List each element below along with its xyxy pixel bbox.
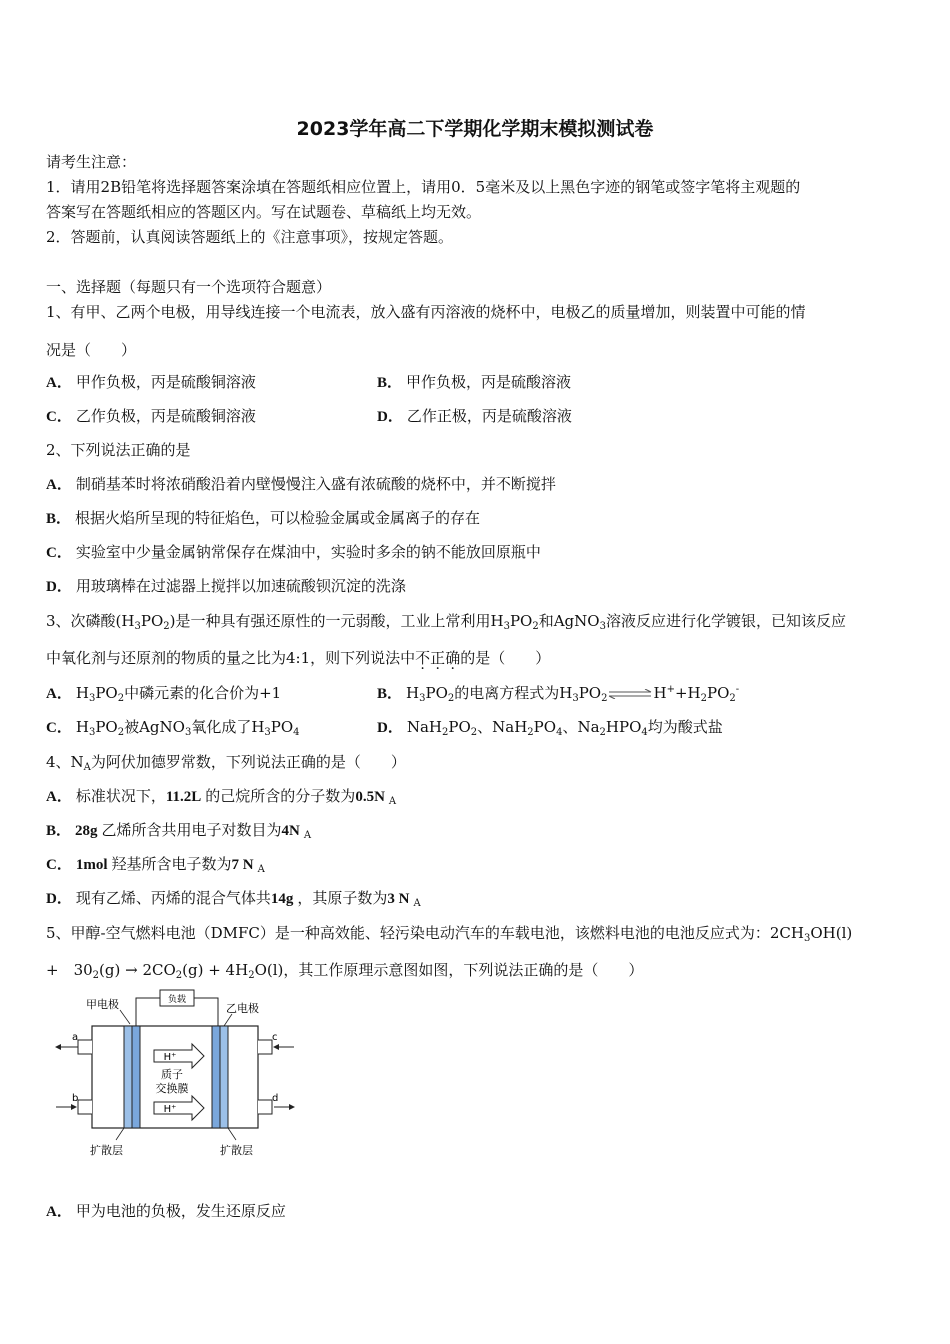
q1-option-d: D． 乙作正极，丙是硫酸溶液 xyxy=(377,407,572,425)
q3-option-b: B． $H_3PO_2$的电离方程式为$H_3PO_2$ $H^++H_2PO_2^-$ xyxy=(377,684,740,704)
notice-line-2: 答案写在答题纸相应的答题区内。写在试题卷、草稿纸上均无效。 xyxy=(46,203,482,221)
membrane-label-1: 质子 xyxy=(161,1068,183,1081)
right-electrode xyxy=(212,1026,220,1128)
load-label: 负载 xyxy=(167,995,187,1005)
h-plus-label: H⁺ xyxy=(163,1052,177,1063)
left-electrode-label: 甲电极 xyxy=(86,998,119,1011)
notice-line-3: 2．答题前，认真阅读答题纸上的《注意事项》，按规定答题。 xyxy=(46,228,454,246)
port-c-label: c xyxy=(272,1032,278,1043)
q4-option-b: B． 28g 乙烯所含共用电子对数目为4N $_A$ xyxy=(46,821,312,841)
q4-option-c: C． 1mol 羟基所含电子数为7 N $_A$ xyxy=(46,855,265,875)
left-diffusion-layer xyxy=(124,1026,132,1128)
section-heading: 一、选择题（每题只有一个选项符合题意） xyxy=(46,278,332,296)
h-plus-label: H⁺ xyxy=(163,1104,177,1115)
q3-option-c: C． $H_3PO_2$被AgNO$_3$氧化成了$H_3PO_4$ xyxy=(46,718,300,738)
q3-stem-line-2: 中氧化剂与还原剂的物质的量之比为4:1，则下列说法中不正确的是（ ） xyxy=(46,649,551,667)
reversible-arrow-icon xyxy=(607,689,653,699)
q1-option-c: C． 乙作负极，丙是硫酸铜溶液 xyxy=(46,407,256,425)
q5-stem-line-2: + $30_2(g) \to 2CO_2(g) + 4H_2O(l)$，其工作原理示意图如图，下列说法正确的是（ ） xyxy=(46,961,644,981)
q1-stem-line-2: 况是（ ） xyxy=(46,341,137,359)
q2-option-b: B． 根据火焰所呈现的特征焰色，可以检验金属或金属离子的存在 xyxy=(46,509,481,527)
port-a-label: a xyxy=(72,1032,79,1043)
q4-option-a: A． 标准状况下，11.2L 的己烷所含的分子数为0.5N $_A$ xyxy=(46,787,397,807)
notice-line-1: 1．请用2B铅笔将选择题答案涂填在答题纸相应位置上，请用0．5毫米及以上黑色字迹的钢笔或签字笔将主观题的 xyxy=(46,178,801,196)
q3-stem-line-1: 3、次磷酸$(H_3PO_2)$是一种具有强还原性的一元弱酸，工业上常利用$H_3PO_2$和AgNO$_3$溶液反应进行化学镀银，已知该反应 xyxy=(46,612,846,632)
q3-option-d: D． $NaH_2PO_2$、$NaH_2PO_4$、$Na_2HPO_4$均为酸式盐 xyxy=(377,718,723,738)
q1-stem-line-1: 1、有甲、乙两个电极，用导线连接一个电流表，放入盛有丙溶液的烧杯中，电极乙的质量增加，则装置中可能的情 xyxy=(46,303,806,321)
q2-option-d: D． 用玻璃棒在过滤器上搅拌以加速硫酸钡沉淀的洗涤 xyxy=(46,577,406,595)
fuel-cell-diagram xyxy=(44,988,306,1160)
port-b-label: b xyxy=(72,1093,79,1104)
diffusion-left-label: 扩散层 xyxy=(90,1144,123,1157)
q4-option-d: D． 现有乙烯、丙烯的混合气体共14g ，其原子数为3 N $_A$ xyxy=(46,889,421,909)
port-d-label: d xyxy=(272,1093,279,1104)
q4-stem: 4、$N_A$为阿伏加德罗常数，下列说法正确的是（ ） xyxy=(46,753,406,773)
q2-option-c: C． 实验室中少量金属钠常保存在煤油中，实验时多余的钠不能放回原瓶中 xyxy=(46,543,541,561)
left-electrode xyxy=(132,1026,140,1128)
right-electrode-label: 乙电极 xyxy=(226,1002,259,1015)
diffusion-right-label: 扩散层 xyxy=(220,1144,253,1157)
q5-option-a: A． 甲为电池的负极，发生还原反应 xyxy=(46,1202,286,1220)
right-diffusion-layer xyxy=(220,1026,228,1128)
membrane-label-2: 交换膜 xyxy=(155,1082,189,1095)
q1-option-b: B． 甲作负极，丙是硫酸溶液 xyxy=(377,373,572,391)
q1-option-a: A． 甲作负极，丙是硫酸铜溶液 xyxy=(46,373,256,391)
q2-stem: 2、下列说法正确的是 xyxy=(46,441,191,459)
q2-option-a: A． 制硝基苯时将浓硝酸沿着内壁慢慢注入盛有浓硫酸的烧杯中，并不断搅拌 xyxy=(46,475,556,493)
q5-stem-line-1: 5、甲醇-空气燃料电池（DMFC）是一种高效能、轻污染电动汽车的车载电池，该燃料电池的电池反应式为：$2CH_3OH(l)$ xyxy=(46,924,853,944)
notice-heading: 请考生注意： xyxy=(46,153,137,171)
page-title: 2023学年高二下学期化学期末模拟测试卷 xyxy=(296,118,654,140)
q3-option-a: A． $H_3PO_2$中磷元素的化合价为+1 xyxy=(46,684,282,704)
